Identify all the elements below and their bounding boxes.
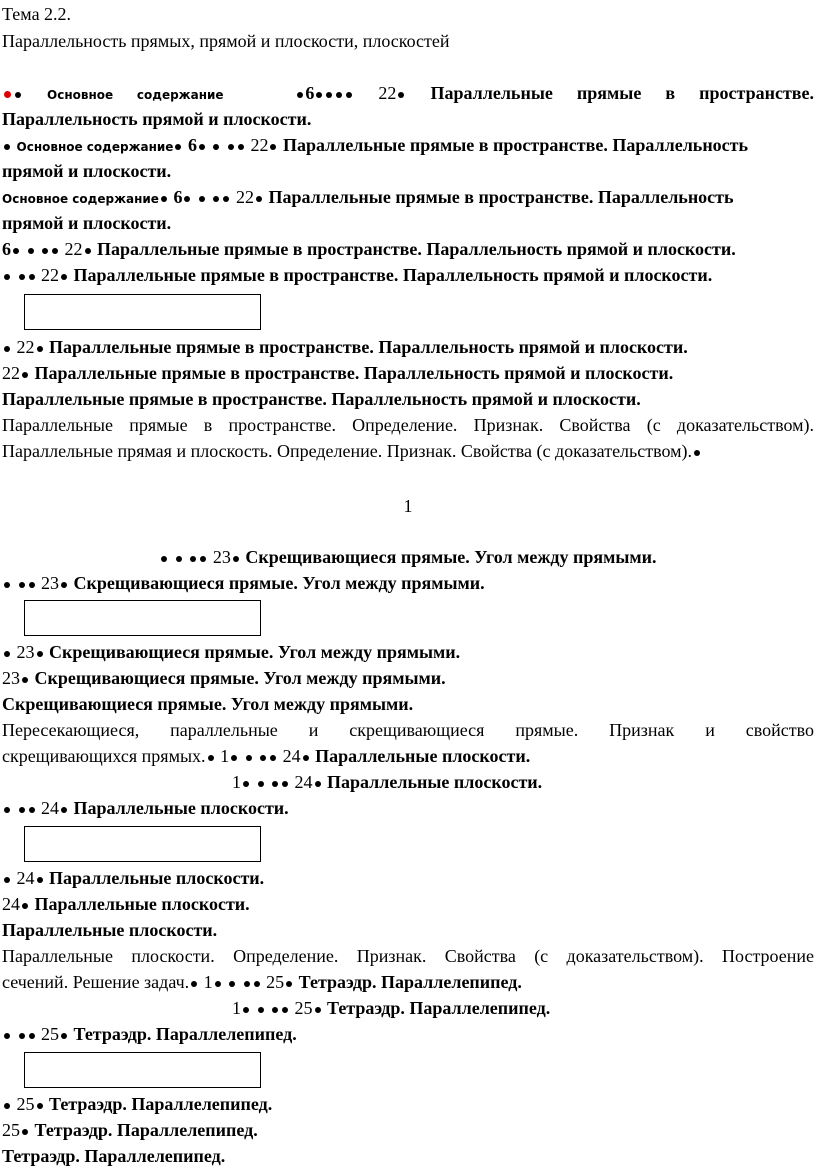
section-22-line-1: Основное содержание 6 22 Параллельные прямые в пространстве. — [2, 82, 814, 106]
page-number: 1 — [403, 496, 413, 516]
topic-number: Тема 2.2. — [2, 4, 72, 24]
section-22-line-2b: прямой и плоскости. — [2, 161, 172, 181]
section-23-line-5: Скрещивающиеся прямые. Угол между прямыми. — [2, 694, 414, 714]
section-22-paragraph-line-1: Параллельные прямые в пространстве. Определение. Признак. Свойства (с доказательством). — [2, 415, 814, 435]
section-22-line-5: 22 Параллельные прямые в пространстве. Параллельность прямой и плоскости. — [2, 264, 814, 288]
section-24-line-4: 24 Параллельные плоскости. — [2, 894, 250, 914]
section-23-paragraph-line-2: скрещивающихся прямых. 1 24 Параллельные плоскости. — [2, 746, 531, 766]
bullet-icon — [297, 92, 303, 98]
section-23-line-4: 23 Скрещивающиеся прямые. Угол между прямыми. — [2, 668, 446, 688]
section-23-line-1: 23 Скрещивающиеся прямые. Угол между прямыми. — [2, 546, 814, 570]
empty-box — [24, 1052, 261, 1088]
section-24-paragraph-line-1: Параллельные плоскости. Определение. Признак. Свойства (с доказательством). Построение — [2, 946, 814, 966]
bullet-icon — [694, 450, 700, 456]
topic-subtitle: Параллельность прямых, прямой и плоскости, плоскостей — [2, 31, 450, 51]
section-25-line-1: 1 25 Тетраэдр. Параллелепипед. — [232, 998, 551, 1018]
empty-box — [24, 826, 261, 862]
section-22-line-8: Параллельные прямые в пространстве. Параллельность прямой и плоскости. — [2, 389, 641, 409]
section-24-line-3: 24 Параллельные плоскости. — [2, 867, 814, 891]
section-24-line-5: Параллельные плоскости. — [2, 920, 218, 940]
section-23-line-3: 23 Скрещивающиеся прямые. Угол между прямыми. — [2, 641, 814, 665]
section-22-line-6: 22 Параллельные прямые в пространстве. Параллельность прямой и плоскости. — [2, 336, 814, 360]
bullet-icon — [4, 144, 10, 150]
section-22-line-2: Основное содержание 6 22 Параллельные прямые в пространстве. Параллельность — [2, 134, 814, 158]
section-24-line-2: 24 Параллельные плоскости. — [2, 797, 814, 821]
section-24-paragraph-line-2: сечений. Решение задач. 1 25 Тетраэдр. Параллелепипед. — [2, 972, 522, 992]
section-22-line-4: 6 22 Параллельные прямые в пространстве. Параллельность прямой и плоскости. — [2, 239, 736, 259]
section-22-line-7: 22 Параллельные прямые в пространстве. Параллельность прямой и плоскости. — [2, 363, 674, 383]
section-24-line-1: 1 24 Параллельные плоскости. — [232, 772, 543, 792]
section-22-line-3: Основное содержание 6 22 Параллельные прямые в пространстве. Параллельность — [2, 187, 734, 207]
section-23-paragraph-line-1: Пересекающиеся, параллельные и скрещивающиеся прямые. Признак и свойство — [2, 720, 814, 740]
section-25-line-3: 25 Тетраэдр. Параллелепипед. — [2, 1093, 814, 1117]
empty-box — [24, 294, 261, 330]
section-22-line-3b: прямой и плоскости. — [2, 213, 172, 233]
section-25-line-4: 25 Тетраэдр. Параллелепипед. — [2, 1120, 258, 1140]
section-22-paragraph-line-2: Параллельные прямая и плоскость. Определение. Признак. Свойства (с доказательством). — [2, 440, 814, 464]
section-25-line-5: Тетраэдр. Параллелепипед. — [2, 1146, 226, 1166]
section-23-line-2: 23 Скрещивающиеся прямые. Угол между прямыми. — [2, 572, 814, 596]
red-bullet-icon — [4, 91, 11, 98]
section-22-line-1b: Параллельность прямой и плоскости. — [2, 109, 312, 129]
empty-box — [24, 600, 261, 636]
section-25-line-2: 25 Тетраэдр. Параллелепипед. — [2, 1023, 814, 1047]
bullet-icon — [15, 92, 21, 98]
